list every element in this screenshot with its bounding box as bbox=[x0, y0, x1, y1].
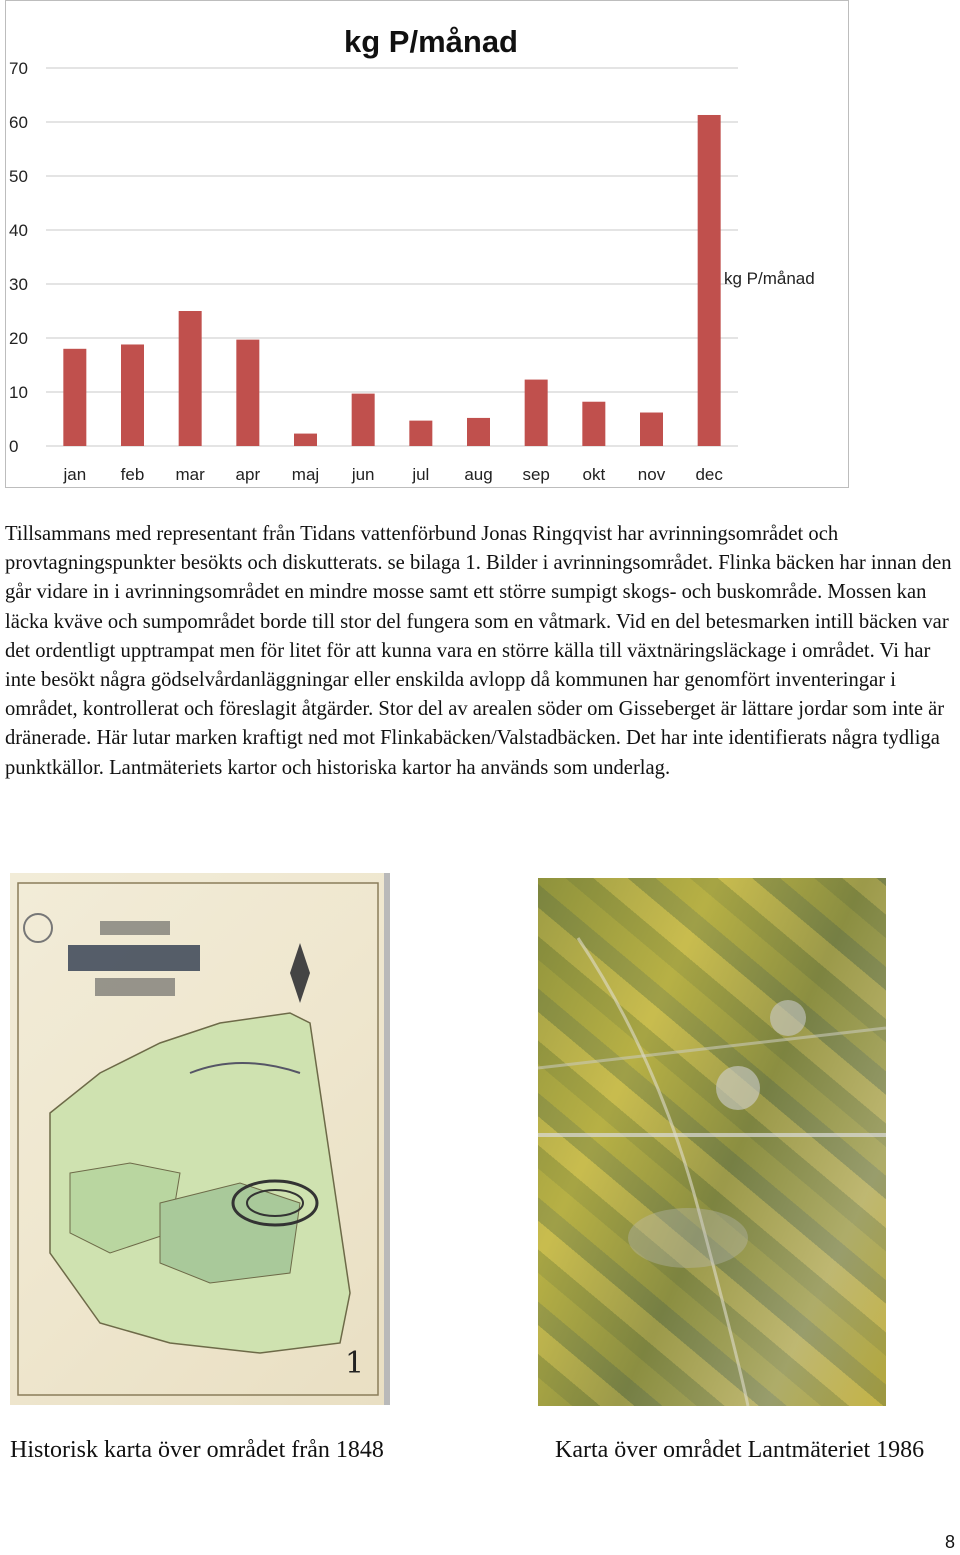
bar-jul bbox=[409, 421, 432, 446]
y-tick-label: 30 bbox=[9, 275, 28, 294]
modern-map-image bbox=[538, 878, 886, 1406]
bar-apr bbox=[236, 340, 259, 446]
bar-jan bbox=[63, 349, 86, 446]
x-tick-label-aug: aug bbox=[464, 465, 493, 484]
bar-nov bbox=[640, 413, 663, 446]
y-tick-label: 50 bbox=[9, 167, 28, 186]
bar-mar bbox=[179, 311, 202, 446]
y-tick-label: 40 bbox=[9, 221, 28, 240]
x-tick-label-okt: okt bbox=[582, 465, 606, 484]
body-paragraph: Tillsammans med representant från Tidans vattenförbund Jonas Ringqvist har avrinningsområdet och provtagningspunkter besökts och diskutterats. se bilaga 1. Bilder i avrinningsområdet. Flinka bäcken har innan den går vidare in i avrinningsområdet en mindre mosse samt ett större sumpigt skogs- och buskområde. Mossen kan läcka kväve och sumpområdet borde till stor del fungera som en våtmark. Vid en del betesmarken intill bäcken var det ordentligt upptrampat men för litet för att kunna vara en större källa till växtnäringsläckage i området. Vi har inte besökt några gödselvårdanläggningar eller enskilda avlopp då kommunen har genomfört inventeringar i området, kontrollerat och föreslagit åtgärder. Stor del av arealen söder om Gisseberget är lättare jordar som inte är dränerade. Här lutar marken kraftigt ned mot Flinkabäcken/Valstadbäcken. Det har inte identifierats några tydliga punktkällor. Lantmäteriets kartor och historiska kartor ha används som underlag. bbox=[5, 523, 952, 779]
x-tick-label-jul: jul bbox=[412, 465, 430, 484]
bar-feb bbox=[121, 344, 144, 446]
bar-aug bbox=[467, 418, 490, 446]
x-tick-label-feb: feb bbox=[120, 465, 145, 484]
page-number: 8 bbox=[945, 1532, 956, 1552]
caption-modern-map: Karta över området Lantmäteriet 1986 bbox=[555, 1437, 925, 1463]
legend-label: kg P/månad bbox=[724, 269, 815, 288]
x-tick-label-apr: apr bbox=[235, 465, 261, 484]
y-tick-label: 20 bbox=[9, 329, 28, 348]
x-tick-label-mar: mar bbox=[175, 465, 205, 484]
x-tick-label-maj: maj bbox=[291, 465, 320, 484]
y-tick-label: 70 bbox=[9, 59, 28, 78]
chart-frame bbox=[5, 0, 849, 488]
x-tick-label-jun: jun bbox=[351, 465, 375, 484]
caption-historic-map: Historisk karta över området från 1848 bbox=[10, 1437, 384, 1463]
bar-sep bbox=[525, 380, 548, 446]
bar-chart bbox=[6, 1, 850, 489]
x-tick-label-sep: sep bbox=[522, 465, 550, 484]
chart-title: kg P/månad bbox=[344, 24, 518, 59]
bar-jun bbox=[352, 394, 375, 446]
bar-dec bbox=[698, 115, 721, 446]
x-tick-label-dec: dec bbox=[695, 465, 723, 484]
bar-okt bbox=[582, 402, 605, 446]
historic-map-image bbox=[10, 873, 390, 1405]
x-tick-label-jan: jan bbox=[63, 465, 87, 484]
y-tick-label: 0 bbox=[9, 437, 19, 456]
y-tick-label: 10 bbox=[9, 383, 28, 402]
x-tick-label-nov: nov bbox=[637, 465, 666, 484]
svg-text:1: 1 bbox=[345, 1346, 365, 1381]
y-tick-label: 60 bbox=[9, 113, 28, 132]
bar-maj bbox=[294, 434, 317, 446]
